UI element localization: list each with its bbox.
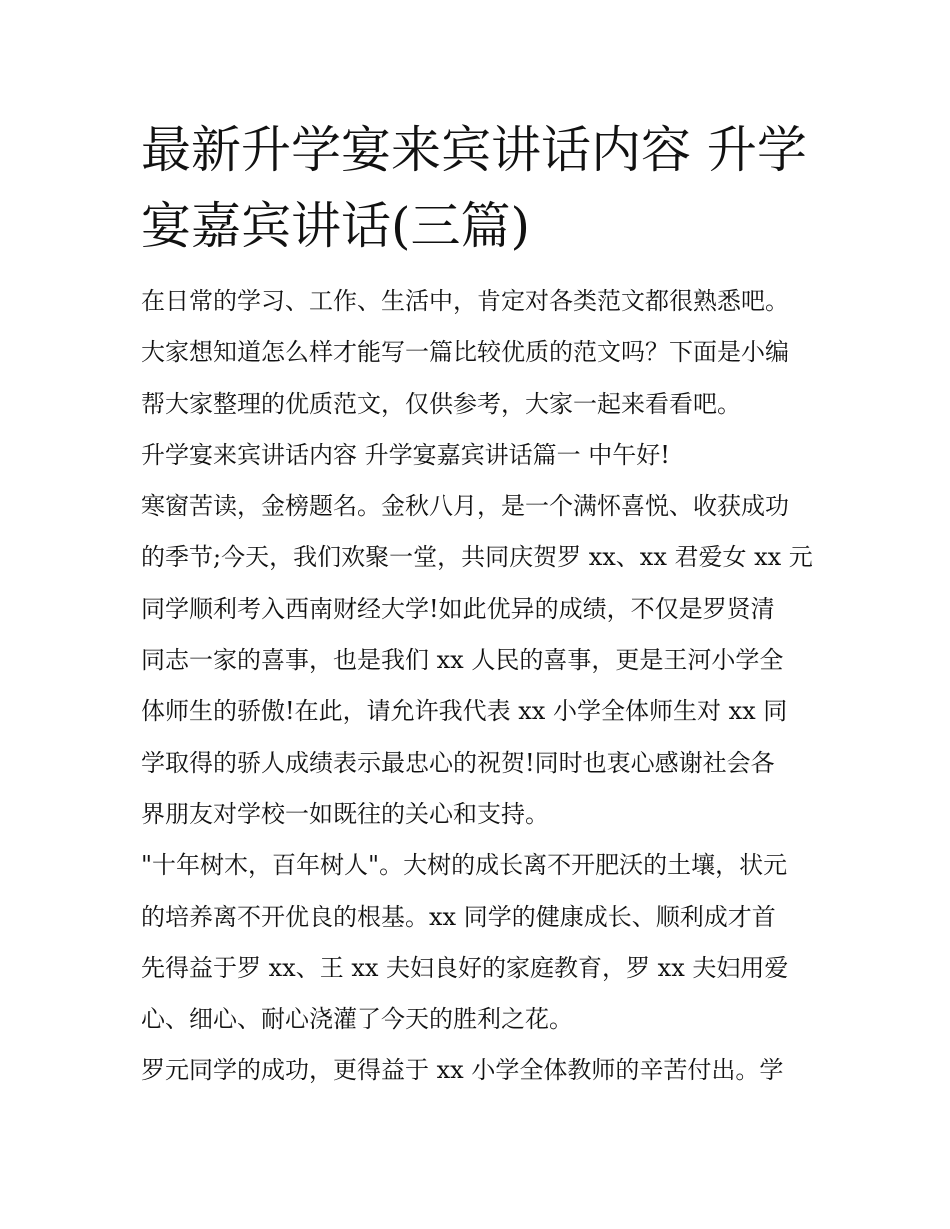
body-line: 大家想知道怎么样才能写一篇比较优质的范文吗？下面是小编 <box>141 338 789 367</box>
body-line: "十年树木，百年树人"。大树的成长离不开肥沃的土壤，状元 <box>141 851 788 880</box>
title-line: 宴嘉宾讲话(三篇) <box>141 197 531 255</box>
body-line: 罗元同学的成功，更得益于 xx 小学全体教师的辛苦付出。学 <box>141 1056 784 1085</box>
document-title <box>141 112 821 264</box>
body-line: 心、细心、耐心浇灌了今天的胜利之花。 <box>141 1005 573 1034</box>
document-body <box>141 276 821 1097</box>
body-line: 同志一家的喜事，也是我们 xx 人民的喜事，更是王河小学全 <box>141 646 784 675</box>
body-line: 先得益于罗 xx、王 xx 夫妇良好的家庭教育，罗 xx 夫妇用爱 <box>141 953 789 982</box>
body-line: 的季节;今天，我们欢聚一堂，共同庆贺罗 xx、xx 君爱女 xx 元 <box>141 543 813 572</box>
body-line: 在日常的学习、工作、生活中，肯定对各类范文都很熟悉吧。 <box>141 287 789 315</box>
body-line: 的培养离不开优良的根基。xx 同学的健康成长、顺利成才首 <box>141 902 776 931</box>
body-line: 升学宴来宾讲话内容 升学宴嘉宾讲话篇一 中午好! <box>141 440 670 469</box>
body-line: 帮大家整理的优质范文，仅供参考，大家一起来看看吧。 <box>141 389 741 418</box>
body-line: 学取得的骄人成绩表示最忠心的祝贺!同时也衷心感谢社会各 <box>141 748 775 777</box>
body-line: 寒窗苦读，金榜题名。金秋八月，是一个满怀喜悦、收获成功 <box>141 492 789 521</box>
title-line: 最新升学宴来宾讲话内容 升学 <box>141 121 807 179</box>
body-line: 同学顺利考入西南财经大学!如此优异的成绩，不仅是罗贤清 <box>141 594 775 623</box>
body-line: 体师生的骄傲!在此，请允许我代表 xx 小学全体师生对 xx 同 <box>141 697 788 726</box>
body-line: 界朋友对学校一如既往的关心和支持。 <box>141 799 549 828</box>
